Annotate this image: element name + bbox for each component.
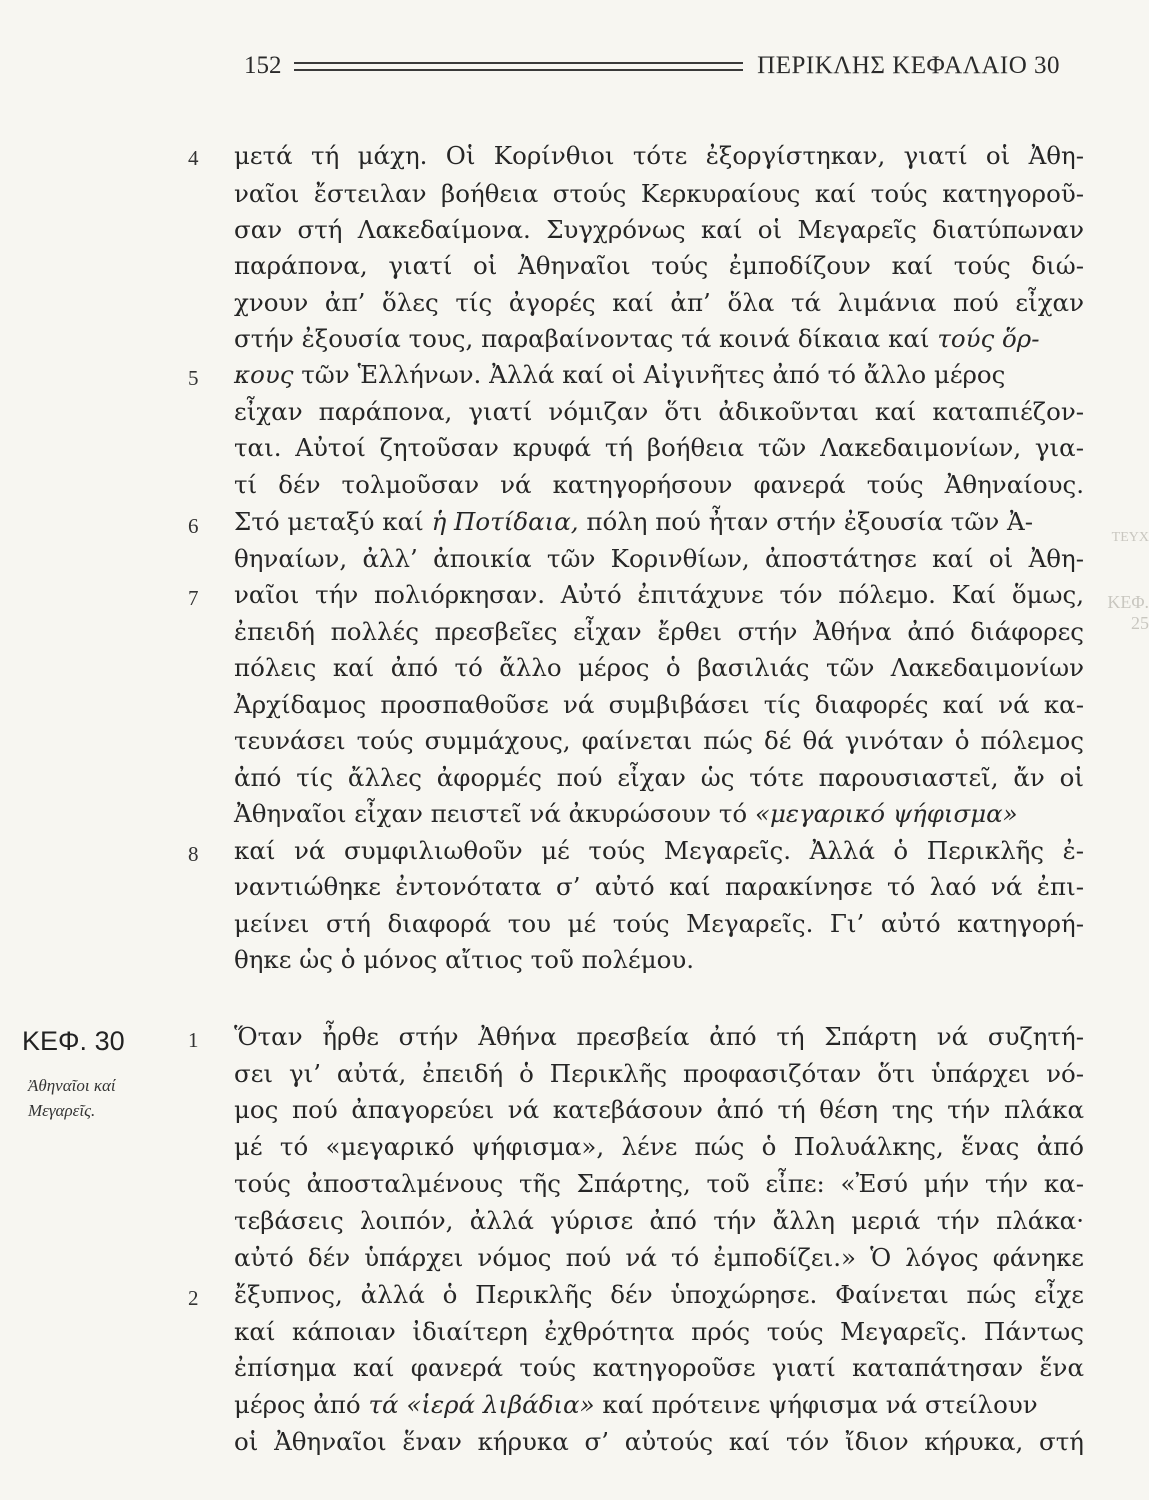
paragraph-number: 1 bbox=[188, 1028, 199, 1052]
text-line: ναῖοι τήν πολιόρκησαν. Αὐτό ἐπιτάχυνε τόν πόλεμο. Καί ὅμως, bbox=[234, 580, 1084, 609]
text-line: τούς ἀποσταλμένους τῆς Σπάρτης, τοῦ εἶπε: «Ἐσύ μήν τήν κα- bbox=[234, 1169, 1084, 1198]
bleed-through-text: ΤΕΥΧ bbox=[1111, 530, 1149, 545]
text-line: ναντιώθηκε ἐντονότατα σ’ αὐτό καί παρακίνησε τό λαό νά ἐπι- bbox=[234, 872, 1084, 901]
paragraph-number: 4 bbox=[188, 146, 199, 170]
text-line: σει γι’ αὐτά, ἐπειδή ὁ Περικλῆς προφασιζόταν ὅτι ὑπάρχει νό- bbox=[234, 1059, 1084, 1088]
paragraph-number: 2 bbox=[188, 1286, 199, 1310]
text-line bbox=[234, 359, 1084, 391]
text-line: θηκε ὡς ὁ μόνος αἴτιος τοῦ πολέμου. bbox=[234, 945, 695, 974]
text-line: παράπονα, γιατί οἱ Ἀθηναῖοι τούς ἐμποδίζουν καί τούς διώ- bbox=[234, 251, 1084, 280]
text-line: καί νά συμφιλιωθοῦν μέ τούς Μεγαρεῖς. Ἀλλά ὁ Περικλῆς ἐ- bbox=[234, 836, 1084, 865]
italic-fragment: τούς ὅρ- bbox=[937, 324, 1040, 353]
text-line: οἱ Ἀθηναῖοι ἕναν κήρυκα σ’ αὐτούς καί τόν ἴδιον κήρυκα, στή bbox=[234, 1427, 1084, 1456]
chapter-label: ΚΕΦ. 30 bbox=[22, 1026, 125, 1056]
italic-fragment: ἡ Ποτίδαια, bbox=[431, 507, 579, 536]
text-fragment: μέρος ἀπό bbox=[234, 1390, 361, 1419]
text-line: χνουν ἀπ’ ὅλες τίς ἀγορές καί ἀπ’ ὅλα τά λιμάνια πού εἶχαν bbox=[234, 288, 1084, 317]
text-line bbox=[234, 1389, 1084, 1421]
paragraph-number: 5 bbox=[188, 366, 199, 390]
text-line: μος πού ἀπαγορεύει νά κατεβάσουν ἀπό τή θέση της τήν πλάκα bbox=[234, 1095, 1084, 1124]
text-fragment: Στό μεταξύ καί bbox=[234, 507, 424, 536]
italic-fragment: κους bbox=[234, 360, 294, 389]
italic-fragment: τά «ἱερά λιβάδια» bbox=[368, 1390, 595, 1419]
text-line: μείνει στή διαφορά του μέ τούς Μεγαρεῖς. Γι’ αὐτό κατηγορή- bbox=[234, 909, 1084, 938]
text-line bbox=[234, 506, 1084, 538]
text-line bbox=[234, 323, 1084, 355]
text-line: ναῖοι ἔστειλαν βοήθεια στούς Κερκυραίους καί τούς κατηγοροῦ- bbox=[234, 179, 1084, 208]
text-line: ἐπειδή πολλές πρεσβεῖες εἶχαν ἔρθει στήν Ἀθήνα ἀπό διάφορες bbox=[234, 617, 1084, 646]
text-line: μετά τή μάχη. Οἱ Κορίνθιοι τότε ἐξοργίστηκαν, γιατί οἱ Ἀθη- bbox=[234, 141, 1084, 170]
chapter-note: Μεγαρεῖς. bbox=[28, 1101, 96, 1120]
text-line: σαν στή Λακεδαίμονα. Συγχρόνως καί οἱ Μεγαρεῖς διατύπωναν bbox=[234, 215, 1084, 244]
header-double-rule bbox=[294, 62, 744, 71]
text-line: τεβάσεις λοιπόν, ἀλλά γύρισε ἀπό τήν ἄλλη μεριά τήν πλάκα· bbox=[234, 1206, 1084, 1235]
text-line: τευνάσει τούς συμμάχους, φαίνεται πώς δέ θά γινόταν ὁ πόλεμος bbox=[234, 726, 1084, 755]
italic-fragment: «μεγαρικό ψήφισμα» bbox=[754, 799, 1018, 828]
text-line: καί κάποιαν ἰδιαίτερη ἐχθρότητα πρός τούς Μεγαρεῖς. Πάντως bbox=[234, 1317, 1084, 1346]
page-number: 152 bbox=[244, 52, 282, 79]
text-line: Ὅταν ἦρθε στήν Ἀθήνα πρεσβεία ἀπό τή Σπάρτη νά συζητή- bbox=[234, 1022, 1084, 1051]
page-header bbox=[244, 48, 1060, 84]
text-line: ἀπό τίς ἄλλες ἀφορμές πού εἶχαν ὡς τότε παρουσιαστεῖ, ἄν οἱ bbox=[234, 763, 1084, 792]
text-line: ἔξυπνος, ἀλλά ὁ Περικλῆς δέν ὑποχώρησε. Φαίνεται πώς εἶχε bbox=[234, 1280, 1084, 1309]
bleed-through-text: ΚΕΦ. 25 bbox=[1107, 592, 1149, 633]
text-line: Ἀρχίδαμος προσπαθοῦσε νά συμβιβάσει τίς διαφορές καί νά κα- bbox=[234, 690, 1084, 719]
text-line: ται. Αὐτοί ζητοῦσαν κρυφά τή βοήθεια τῶν Λακεδαιμονίων, για- bbox=[234, 433, 1084, 462]
paragraph-number: 7 bbox=[188, 586, 199, 610]
text-line: μέ τό «μεγαρικό ψήφισμα», λένε πώς ὁ Πολυάλκης, ἕνας ἀπό bbox=[234, 1132, 1084, 1161]
paragraph-number: 8 bbox=[188, 842, 199, 866]
running-title: ΠΕΡΙΚΛΗΣ ΚΕΦΑΛΑΙΟ 30 bbox=[757, 52, 1060, 79]
text-fragment: καί πρότεινε ψήφισμα νά στείλουν bbox=[602, 1390, 1038, 1419]
text-line: πόλεις καί ἀπό τό ἄλλο μέρος ὁ βασιλιάς τῶν Λακεδαιμονίων bbox=[234, 653, 1084, 682]
paragraph-number: 6 bbox=[188, 514, 199, 538]
text-line: τί δέν τολμοῦσαν νά κατηγορήσουν φανερά τούς Ἀθηναίους. bbox=[234, 470, 1084, 499]
text-fragment: πόλη πού ἦταν στήν ἐξουσία τῶν Ἀ- bbox=[586, 507, 1033, 536]
text-line bbox=[234, 798, 1084, 830]
text-fragment: τῶν Ἑλλήνων. Ἀλλά καί οἱ Αἰγινῆτες ἀπό τό ἄλλο μέρος bbox=[301, 360, 1006, 389]
chapter-note: Ἀθηναῖοι καί bbox=[28, 1076, 116, 1095]
text-line: ἐπίσημα καί φανερά τούς κατηγοροῦσε γιατί καταπάτησαν ἕνα bbox=[234, 1353, 1084, 1382]
text-fragment: Ἀθηναῖοι εἶχαν πειστεῖ νά ἀκυρώσουν τό bbox=[234, 799, 748, 828]
text-fragment: στήν ἐξουσία τους, παραβαίνοντας τά κοινά δίκαια καί bbox=[234, 324, 930, 353]
text-line: εἶχαν παράπονα, γιατί νόμιζαν ὅτι ἀδικοῦνται καί καταπιέζον- bbox=[234, 397, 1084, 426]
text-line: θηναίων, ἀλλ’ ἀποικία τῶν Κορινθίων, ἀποστάτησε καί οἱ Ἀθη- bbox=[234, 544, 1084, 573]
text-line: αὐτό δέν ὑπάρχει νόμος πού νά τό ἐμποδίζει.» Ὁ λόγος φάνηκε bbox=[234, 1243, 1084, 1272]
